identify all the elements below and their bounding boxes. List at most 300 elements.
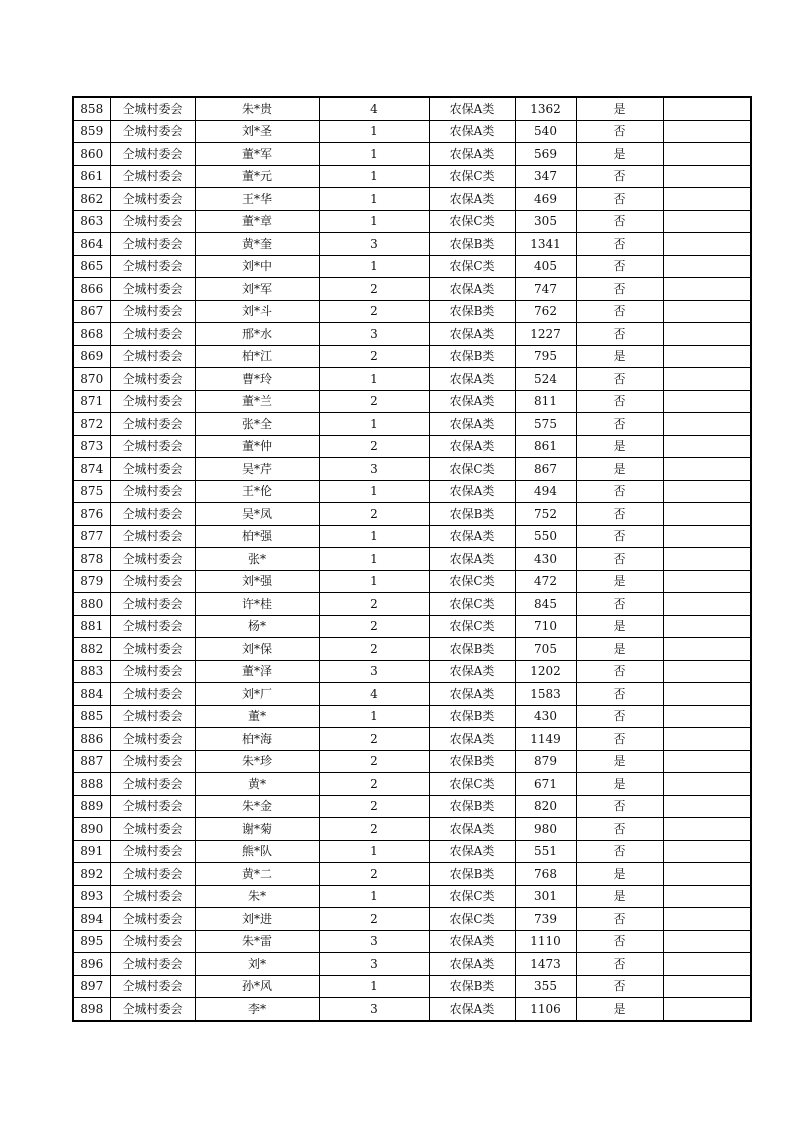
cell-serial-number: 884 [73,683,110,706]
cell-amount: 768 [515,863,576,886]
cell-person-name: 黄*奎 [195,233,319,256]
cell-person-name: 柏*强 [195,525,319,548]
cell-yes-no: 否 [576,503,663,526]
table-row [73,638,751,661]
cell-serial-number: 866 [73,278,110,301]
cell-village-committee: 仝城村委会 [110,278,195,301]
cell-remark [663,773,751,796]
cell-serial-number: 898 [73,998,110,1021]
cell-remark [663,97,751,120]
table-row [73,975,751,998]
cell-village-committee: 仝城村委会 [110,705,195,728]
cell-yes-no: 是 [576,750,663,773]
cell-remark [663,795,751,818]
cell-village-committee: 仝城村委会 [110,638,195,661]
cell-person-name: 刘*厂 [195,683,319,706]
cell-serial-number: 897 [73,975,110,998]
cell-household-count: 1 [319,840,429,863]
cell-household-count: 2 [319,638,429,661]
cell-amount: 575 [515,413,576,436]
cell-yes-no: 否 [576,660,663,683]
cell-yes-no: 是 [576,97,663,120]
cell-person-name: 朱*金 [195,795,319,818]
cell-household-count: 1 [319,548,429,571]
cell-serial-number: 873 [73,435,110,458]
cell-category: 农保B类 [429,863,515,886]
cell-village-committee: 仝城村委会 [110,143,195,166]
cell-village-committee: 仝城村委会 [110,368,195,391]
cell-category: 农保A类 [429,97,515,120]
cell-serial-number: 886 [73,728,110,751]
cell-remark [663,908,751,931]
table-row [73,120,751,143]
cell-remark [663,210,751,233]
cell-household-count: 2 [319,908,429,931]
cell-remark [663,863,751,886]
cell-remark [663,660,751,683]
table-row [73,435,751,458]
cell-village-committee: 仝城村委会 [110,548,195,571]
cell-household-count: 1 [319,885,429,908]
table-row [73,660,751,683]
cell-remark [663,435,751,458]
cell-serial-number: 885 [73,705,110,728]
cell-household-count: 2 [319,503,429,526]
cell-household-count: 3 [319,660,429,683]
cell-category: 农保B类 [429,975,515,998]
cell-amount: 710 [515,615,576,638]
table-row [73,953,751,976]
cell-amount: 1227 [515,323,576,346]
cell-person-name: 刘* [195,953,319,976]
cell-category: 农保A类 [429,390,515,413]
cell-yes-no: 否 [576,165,663,188]
cell-person-name: 邢*水 [195,323,319,346]
cell-village-committee: 仝城村委会 [110,998,195,1021]
cell-amount: 980 [515,818,576,841]
cell-household-count: 2 [319,795,429,818]
cell-serial-number: 894 [73,908,110,931]
table-row [73,390,751,413]
cell-remark [663,390,751,413]
cell-remark [663,840,751,863]
cell-category: 农保C类 [429,458,515,481]
cell-serial-number: 868 [73,323,110,346]
cell-amount: 1110 [515,930,576,953]
cell-household-count: 1 [319,413,429,436]
cell-yes-no: 否 [576,233,663,256]
cell-amount: 1106 [515,998,576,1021]
cell-serial-number: 860 [73,143,110,166]
cell-yes-no: 否 [576,525,663,548]
cell-village-committee: 仝城村委会 [110,660,195,683]
table-row [73,840,751,863]
table-row [73,728,751,751]
cell-person-name: 谢*菊 [195,818,319,841]
table-row [73,165,751,188]
cell-household-count: 2 [319,435,429,458]
cell-serial-number: 865 [73,255,110,278]
cell-remark [663,885,751,908]
cell-person-name: 刘*保 [195,638,319,661]
cell-village-committee: 仝城村委会 [110,323,195,346]
cell-village-committee: 仝城村委会 [110,570,195,593]
cell-yes-no: 是 [576,345,663,368]
table-row [73,188,751,211]
cell-yes-no: 否 [576,705,663,728]
cell-category: 农保A类 [429,818,515,841]
cell-category: 农保C类 [429,255,515,278]
cell-category: 农保A类 [429,840,515,863]
cell-yes-no: 否 [576,278,663,301]
cell-yes-no: 否 [576,255,663,278]
cell-remark [663,233,751,256]
cell-household-count: 3 [319,323,429,346]
cell-amount: 867 [515,458,576,481]
cell-category: 农保C类 [429,165,515,188]
cell-person-name: 曹*玲 [195,368,319,391]
cell-amount: 1473 [515,953,576,976]
cell-category: 农保B类 [429,233,515,256]
cell-household-count: 3 [319,458,429,481]
cell-yes-no: 否 [576,300,663,323]
roster-table [72,96,752,1022]
cell-serial-number: 883 [73,660,110,683]
cell-household-count: 3 [319,998,429,1021]
cell-category: 农保B类 [429,345,515,368]
cell-category: 农保A类 [429,368,515,391]
cell-person-name: 吴*凤 [195,503,319,526]
table-row [73,300,751,323]
cell-remark [663,165,751,188]
cell-remark [663,930,751,953]
table-row [73,773,751,796]
cell-yes-no: 是 [576,435,663,458]
table-row [73,863,751,886]
cell-household-count: 1 [319,143,429,166]
cell-category: 农保A类 [429,413,515,436]
cell-serial-number: 867 [73,300,110,323]
cell-amount: 1362 [515,97,576,120]
cell-village-committee: 仝城村委会 [110,210,195,233]
cell-amount: 845 [515,593,576,616]
cell-serial-number: 888 [73,773,110,796]
cell-remark [663,458,751,481]
cell-household-count: 2 [319,278,429,301]
cell-serial-number: 863 [73,210,110,233]
cell-household-count: 1 [319,525,429,548]
cell-household-count: 2 [319,773,429,796]
cell-yes-no: 否 [576,413,663,436]
cell-person-name: 董*仲 [195,435,319,458]
cell-village-committee: 仝城村委会 [110,503,195,526]
cell-category: 农保C类 [429,593,515,616]
cell-amount: 569 [515,143,576,166]
cell-person-name: 董*泽 [195,660,319,683]
cell-amount: 762 [515,300,576,323]
cell-remark [663,975,751,998]
cell-remark [663,525,751,548]
cell-serial-number: 892 [73,863,110,886]
cell-yes-no: 否 [576,908,663,931]
cell-person-name: 张*全 [195,413,319,436]
cell-remark [663,480,751,503]
cell-village-committee: 仝城村委会 [110,750,195,773]
cell-amount: 494 [515,480,576,503]
cell-household-count: 2 [319,300,429,323]
cell-household-count: 4 [319,683,429,706]
table-row [73,210,751,233]
cell-household-count: 2 [319,728,429,751]
cell-category: 农保A类 [429,548,515,571]
cell-yes-no: 否 [576,818,663,841]
cell-household-count: 1 [319,188,429,211]
cell-category: 农保A类 [429,930,515,953]
cell-person-name: 刘*斗 [195,300,319,323]
cell-amount: 1341 [515,233,576,256]
cell-serial-number: 872 [73,413,110,436]
table-row [73,480,751,503]
cell-remark [663,413,751,436]
cell-yes-no: 是 [576,998,663,1021]
cell-household-count: 1 [319,705,429,728]
cell-amount: 301 [515,885,576,908]
cell-remark [663,278,751,301]
cell-amount: 472 [515,570,576,593]
cell-serial-number: 880 [73,593,110,616]
cell-person-name: 王*伦 [195,480,319,503]
cell-serial-number: 891 [73,840,110,863]
cell-person-name: 朱* [195,885,319,908]
cell-amount: 811 [515,390,576,413]
cell-village-committee: 仝城村委会 [110,413,195,436]
cell-village-committee: 仝城村委会 [110,773,195,796]
cell-household-count: 2 [319,593,429,616]
cell-village-committee: 仝城村委会 [110,908,195,931]
cell-yes-no: 否 [576,323,663,346]
cell-remark [663,615,751,638]
cell-serial-number: 874 [73,458,110,481]
cell-household-count: 1 [319,975,429,998]
cell-category: 农保C类 [429,885,515,908]
cell-person-name: 许*桂 [195,593,319,616]
cell-serial-number: 869 [73,345,110,368]
cell-category: 农保A类 [429,435,515,458]
cell-village-committee: 仝城村委会 [110,795,195,818]
cell-remark [663,300,751,323]
cell-village-committee: 仝城村委会 [110,683,195,706]
cell-serial-number: 889 [73,795,110,818]
cell-amount: 752 [515,503,576,526]
cell-yes-no: 是 [576,458,663,481]
table-row [73,818,751,841]
cell-amount: 879 [515,750,576,773]
cell-household-count: 3 [319,953,429,976]
cell-category: 农保A类 [429,278,515,301]
cell-remark [663,593,751,616]
cell-person-name: 吴*芹 [195,458,319,481]
cell-amount: 524 [515,368,576,391]
table-row [73,615,751,638]
cell-category: 农保A类 [429,525,515,548]
cell-amount: 551 [515,840,576,863]
cell-yes-no: 否 [576,975,663,998]
cell-amount: 795 [515,345,576,368]
cell-yes-no: 是 [576,143,663,166]
cell-person-name: 刘*圣 [195,120,319,143]
cell-person-name: 刘*强 [195,570,319,593]
cell-remark [663,750,751,773]
cell-yes-no: 否 [576,390,663,413]
cell-serial-number: 878 [73,548,110,571]
cell-serial-number: 871 [73,390,110,413]
cell-household-count: 1 [319,570,429,593]
cell-remark [663,728,751,751]
cell-person-name: 董*军 [195,143,319,166]
cell-household-count: 2 [319,750,429,773]
cell-category: 农保C类 [429,615,515,638]
table-row [73,548,751,571]
table-row [73,503,751,526]
cell-serial-number: 896 [73,953,110,976]
cell-household-count: 2 [319,818,429,841]
cell-category: 农保A类 [429,120,515,143]
roster-table-body [73,97,751,1021]
cell-household-count: 2 [319,615,429,638]
cell-remark [663,368,751,391]
cell-household-count: 1 [319,165,429,188]
cell-amount: 405 [515,255,576,278]
cell-remark [663,143,751,166]
cell-yes-no: 否 [576,368,663,391]
cell-amount: 671 [515,773,576,796]
cell-person-name: 李* [195,998,319,1021]
cell-remark [663,120,751,143]
cell-serial-number: 875 [73,480,110,503]
cell-household-count: 1 [319,368,429,391]
cell-village-committee: 仝城村委会 [110,840,195,863]
cell-serial-number: 895 [73,930,110,953]
cell-remark [663,323,751,346]
cell-village-committee: 仝城村委会 [110,615,195,638]
table-row [73,323,751,346]
cell-amount: 820 [515,795,576,818]
cell-person-name: 王*华 [195,188,319,211]
table-row [73,998,751,1021]
table-row [73,593,751,616]
table-row [73,885,751,908]
cell-category: 农保B类 [429,300,515,323]
cell-village-committee: 仝城村委会 [110,728,195,751]
cell-amount: 347 [515,165,576,188]
cell-amount: 1149 [515,728,576,751]
cell-amount: 305 [515,210,576,233]
cell-person-name: 朱*贵 [195,97,319,120]
cell-amount: 469 [515,188,576,211]
cell-serial-number: 858 [73,97,110,120]
cell-serial-number: 877 [73,525,110,548]
cell-village-committee: 仝城村委会 [110,458,195,481]
table-row [73,930,751,953]
cell-serial-number: 881 [73,615,110,638]
cell-category: 农保B类 [429,750,515,773]
table-row [73,233,751,256]
cell-person-name: 董*章 [195,210,319,233]
cell-remark [663,255,751,278]
table-row [73,750,751,773]
table-row [73,255,751,278]
table-row [73,143,751,166]
cell-village-committee: 仝城村委会 [110,930,195,953]
cell-category: 农保A类 [429,953,515,976]
cell-village-committee: 仝城村委会 [110,390,195,413]
cell-person-name: 张* [195,548,319,571]
cell-remark [663,638,751,661]
cell-person-name: 董*兰 [195,390,319,413]
cell-village-committee: 仝城村委会 [110,120,195,143]
cell-yes-no: 是 [576,773,663,796]
cell-yes-no: 否 [576,953,663,976]
cell-village-committee: 仝城村委会 [110,345,195,368]
cell-amount: 705 [515,638,576,661]
cell-serial-number: 876 [73,503,110,526]
cell-serial-number: 870 [73,368,110,391]
table-row [73,705,751,728]
cell-category: 农保A类 [429,480,515,503]
cell-village-committee: 仝城村委会 [110,255,195,278]
cell-serial-number: 882 [73,638,110,661]
table-row [73,683,751,706]
cell-household-count: 3 [319,233,429,256]
cell-amount: 430 [515,548,576,571]
table-row [73,278,751,301]
cell-yes-no: 否 [576,593,663,616]
cell-person-name: 董* [195,705,319,728]
cell-serial-number: 864 [73,233,110,256]
cell-person-name: 杨* [195,615,319,638]
cell-category: 农保C类 [429,773,515,796]
table-row [73,345,751,368]
cell-amount: 355 [515,975,576,998]
cell-category: 农保B类 [429,638,515,661]
cell-remark [663,818,751,841]
cell-category: 农保A类 [429,728,515,751]
cell-village-committee: 仝城村委会 [110,188,195,211]
table-row [73,525,751,548]
cell-village-committee: 仝城村委会 [110,97,195,120]
cell-category: 农保B类 [429,795,515,818]
cell-remark [663,998,751,1021]
table-row [73,795,751,818]
cell-village-committee: 仝城村委会 [110,165,195,188]
cell-category: 农保A类 [429,998,515,1021]
cell-yes-no: 否 [576,480,663,503]
cell-amount: 430 [515,705,576,728]
cell-yes-no: 否 [576,210,663,233]
cell-remark [663,953,751,976]
cell-yes-no: 否 [576,930,663,953]
cell-person-name: 黄* [195,773,319,796]
cell-remark [663,503,751,526]
cell-yes-no: 是 [576,863,663,886]
cell-yes-no: 是 [576,615,663,638]
table-row [73,458,751,481]
cell-yes-no: 否 [576,840,663,863]
cell-category: 农保C类 [429,570,515,593]
cell-category: 农保C类 [429,908,515,931]
cell-village-committee: 仝城村委会 [110,233,195,256]
cell-category: 农保A类 [429,323,515,346]
